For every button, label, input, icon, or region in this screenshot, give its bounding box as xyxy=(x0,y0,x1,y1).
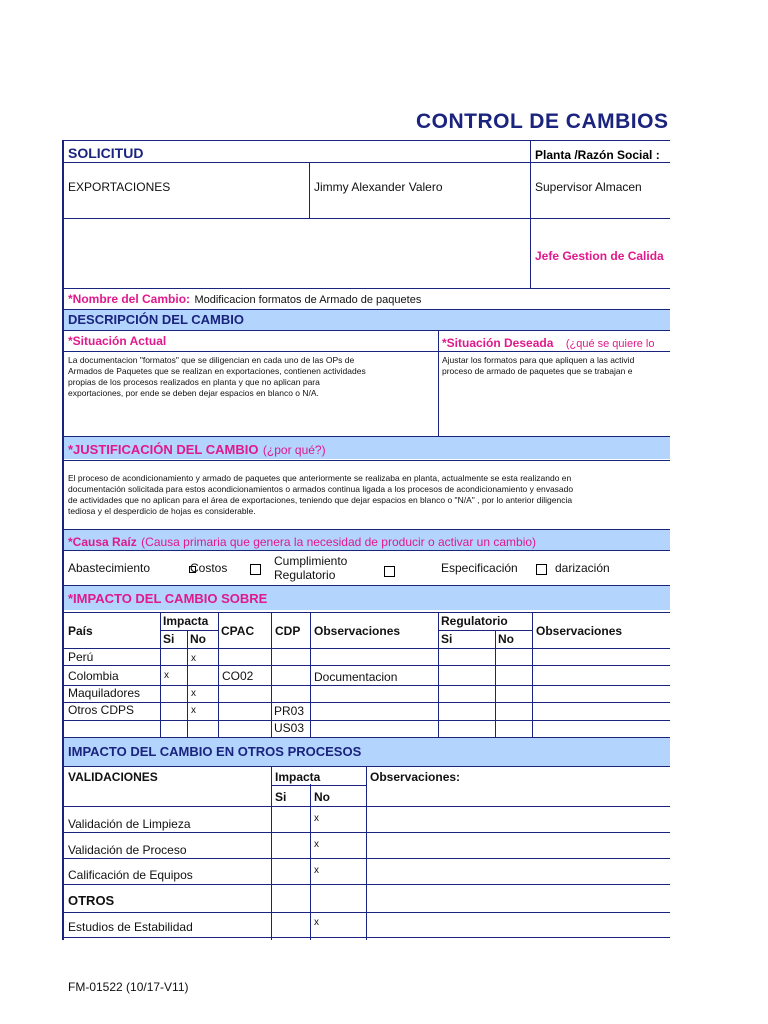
causa-costos-label: Costos xyxy=(190,561,228,575)
nombre-cambio-value[interactable]: Modificacion formatos de Armado de paquetes xyxy=(194,294,422,306)
validacion-proceso: Validación de Proceso xyxy=(68,843,187,857)
causa-raiz-hint: (Causa primaria que genera la necesidad de producir o activar un cambio) xyxy=(141,535,537,549)
otros-impacta-label: Impacta xyxy=(275,770,321,784)
table-row-no[interactable]: x xyxy=(191,705,196,716)
solicitud-header: SOLICITUD xyxy=(68,145,144,161)
justificacion-label: *JUSTIFICACIÓN DEL CAMBIO xyxy=(68,442,259,457)
table-row-cpac[interactable]: CO02 xyxy=(222,669,254,683)
table-row-no[interactable]: x xyxy=(191,653,196,664)
table-row-obs[interactable]: Documentacion xyxy=(314,670,398,684)
otros-no-label: No xyxy=(314,790,330,804)
situacion-deseada-hint: (¿qué se quiere lo xyxy=(565,338,655,350)
table-row-pais: Otros CDPS xyxy=(68,703,135,717)
causa-estandarizacion-label: darización xyxy=(555,561,610,575)
form-code: FM-01522 (10/17-V11) xyxy=(68,980,189,994)
situacion-deseada-label: *Situación Deseada xyxy=(442,336,554,350)
causa-raiz-label: *Causa Raíz xyxy=(68,535,137,549)
col-observaciones-2: Observaciones xyxy=(536,624,623,638)
otros-si-label: Si xyxy=(275,790,287,804)
otros-observaciones-label: Observaciones: xyxy=(370,770,461,784)
cargo-field[interactable]: Supervisor Almacen xyxy=(535,180,642,194)
situacion-deseada-text[interactable]: Ajustar los formatos para que apliquen a las activid proceso de armado de paquetes que se trabajan e xyxy=(442,355,635,376)
col-impacta-no: No xyxy=(190,632,206,646)
validaciones-label: VALIDACIONES xyxy=(68,770,158,784)
causa-abastecimiento-label: Abastecimiento xyxy=(68,561,151,575)
area-field[interactable]: EXPORTACIONES xyxy=(68,180,171,194)
table-row-cdp[interactable]: PR03 xyxy=(274,704,305,718)
col-regulatorio: Regulatorio xyxy=(441,614,508,628)
nombre-cambio-row xyxy=(68,290,421,308)
causa-costos-checkbox[interactable] xyxy=(250,564,261,575)
validacion-limpieza-no[interactable]: x xyxy=(314,813,319,824)
causa-especificacion-label: Especificación xyxy=(441,561,518,575)
calificacion-equipos-no[interactable]: x xyxy=(314,865,319,876)
justificacion-hint: (¿por qué?) xyxy=(262,443,326,457)
planta-label: Planta /Razón Social : xyxy=(535,148,660,162)
justificacion-row xyxy=(68,441,326,459)
col-observaciones: Observaciones xyxy=(314,624,401,638)
change-control-form xyxy=(62,140,670,940)
estudios-estabilidad: Estudios de Estabilidad xyxy=(68,920,193,934)
col-pais: País xyxy=(68,624,93,638)
causa-cumplimiento-label: Cumplimiento Regulatorio xyxy=(274,554,348,582)
causa-especificacion-checkbox[interactable] xyxy=(536,564,547,575)
situacion-deseada-row xyxy=(442,334,655,352)
col-regulatorio-no: No xyxy=(498,632,514,646)
col-impacta-si: Si xyxy=(163,632,175,646)
table-row-cdp[interactable]: US03 xyxy=(274,721,305,735)
nombre-cambio-label: *Nombre del Cambio: xyxy=(68,292,191,306)
col-regulatorio-si: Si xyxy=(441,632,453,646)
estudios-estabilidad-no[interactable]: x xyxy=(314,917,319,928)
descripcion-header: DESCRIPCIÓN DEL CAMBIO xyxy=(68,312,244,327)
situacion-actual-label: *Situación Actual xyxy=(68,334,167,348)
causa-raiz-row xyxy=(68,533,536,551)
solicitante-field[interactable]: Jimmy Alexander Valero xyxy=(314,180,443,194)
table-row-si[interactable]: x xyxy=(164,670,169,681)
table-row-pais: Colombia xyxy=(68,669,119,683)
jefe-calidad-label: Jefe Gestion de Calida xyxy=(535,249,664,263)
validacion-proceso-no[interactable]: x xyxy=(314,839,319,850)
causa-cumplimiento-checkbox[interactable] xyxy=(384,566,395,577)
table-row-pais: Perú xyxy=(68,650,94,664)
justificacion-text[interactable]: El proceso de acondicionamiento y armado de paquetes que anteriormente se realizaba en planta, actualmente se esta realizando en documentación solicitada para estos acondicionamientos o armados continua ligada a los procesos de acondicionamiento y envasado de actividades que no aplican para el área de exportaciones, teniendo que dejar espacios en blanco o "N/A" , por lo anterior diligencia tediosa y el desperdicio de hojas es considerable. xyxy=(68,473,574,516)
table-row-pais: Maquiladores xyxy=(68,686,141,700)
col-impacta: Impacta xyxy=(163,614,209,628)
table-row-no[interactable]: x xyxy=(191,688,196,699)
col-cdp: CDP xyxy=(275,624,301,638)
otros-label: OTROS xyxy=(68,893,115,908)
impacto-header: *IMPACTO DEL CAMBIO SOBRE xyxy=(68,591,268,606)
validacion-limpieza: Validación de Limpieza xyxy=(68,817,191,831)
page-title: CONTROL DE CAMBIOS xyxy=(416,110,669,133)
situacion-actual-text[interactable]: La documentacion "formatos" que se diligencian en cada uno de las OPs de Armados de Paquetes que se realizan en exportaciones, contienen actividades propias de los procesos realizados en planta y que no aplican para exportaciones, por ende se deben dejar espacios en blanco o N/A. xyxy=(68,355,366,398)
col-cpac: CPAC xyxy=(221,624,255,638)
otros-procesos-header: IMPACTO DEL CAMBIO EN OTROS PROCESOS xyxy=(68,744,362,759)
calificacion-equipos: Calificación de Equipos xyxy=(68,868,193,882)
